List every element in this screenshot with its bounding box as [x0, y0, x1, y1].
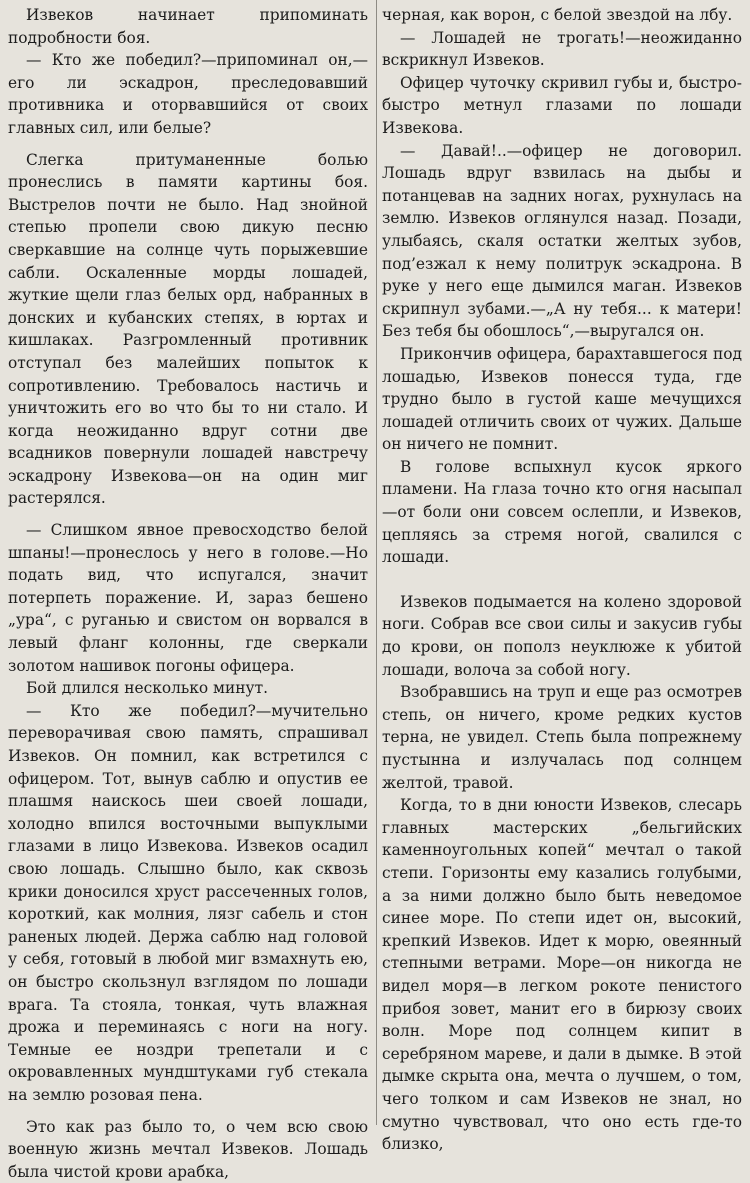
- right-column: [382, 4, 742, 1125]
- paragraph: Прикончив офицера, барахтавшегося под лошадью, Извеков понесся туда, где трудно было в густой каше мечущихся лошадей отличить своих от чужих. Дальше он ничего не помнит.: [382, 343, 742, 456]
- paragraph: Извеков подымается на колено здоровой ноги. Собрав все свои силы и закусив губы до крови, он пополз неуклюже к убитой лошади, волоча за собой ногу.: [382, 591, 742, 681]
- left-column: [8, 4, 368, 1125]
- paragraph: — Давай!..—офицер не договорил. Лошадь вдруг взвилась на дыбы и потанцевав на задних ногах, рухнулась на землю. Извеков оглянулся назад. Позади, улыбаясь, скаля остатки желтых зубов, под’езжал к нему политрук эскадрона. В руке у него еще дымился маган. Извеков скрипнул зубами.—„А ну тебя... к матери! Без тебя бы обошлось“,—выругался он.: [382, 140, 742, 343]
- paragraph: — Слишком явное превосходство белой шпаны!—пронеслось у него в голове.—Но подать вид, что испугался, значит потерпеть поражение. И, зараз бешено „ура“, с руганью и свистом он ворвался в левый фланг колонны, где сверкали золотом нашивок погоны офицера.: [8, 519, 368, 677]
- paragraph: Взобравшись на труп и еще раз осмотрев степь, он ничего, кроме редких кустов терна, не увидел. Степь была попрежнему пустынна и излучалась под солнцем желтой, травой.: [382, 681, 742, 794]
- paragraph: Когда, то в дни юности Извеков, слесарь главных мастерских „бельгийских каменноугольных копей“ мечтал о такой степи. Горизонты ему казались голубыми, а за ними должно было быть неведомое синее море. По степи идет он, высокий, крепкий Извеков. Идет к морю, овеянный степными ветрами. Море—он никогда не видел моря—в легком рокоте пенистого прибоя зовет, манит его в бирюзу своих волн. Море под солнцем кипит в серебряном мареве, и дали в дымке. В этой дымке скрыта она, мечта о лучшем, о том, чего толком и сам Извеков не знал, но смутно чувствовал, что оно есть где-то близко,: [382, 794, 742, 1156]
- paragraph: В голове вспыхнул кусок яркого пламени. На глаза точно кто огня насыпал—от боли они совсем ослепли, и Извеков, цепляясь за стремя ногой, свалился с лошади.: [382, 456, 742, 569]
- paragraph: — Лошадей не трогать!—неожиданно вскрикнул Извеков.: [382, 27, 742, 72]
- column-divider: [376, 0, 377, 1125]
- paragraph: Бой длился несколько минут.: [8, 677, 368, 700]
- paragraph: — Кто же победил?—мучительно переворачивая свою память, спрашивал Извеков. Он помнил, как встретился с офицером. Тот, вынув саблю и опустив ее плашмя наискось шеи своей лошади, холодно впился восточными выпуклыми глазами в лицо Извекова. Извеков осадил свою лошадь. Слышно было, как сквозь крики доносился хруст рассеченных голов, короткий, как молния, лязг сабель и стон раненых людей. Держа саблю над головой у себя, готовый в любой миг взмахнуть ею, он быстро скользнул взглядом по лошади врага. Та стояла, тонкая, чуть влажная дрожа и переминаясь с ноги на ногу. Темные ее ноздри трепетали и с окровавленных мундштуками губ стекала на землю розовая пена.: [8, 700, 368, 1107]
- paragraph: Офицер чуточку скривил губы и, быстро-быстро метнул глазами по лошади Извекова.: [382, 72, 742, 140]
- paragraph: черная, как ворон, с белой звездой на лбу.: [382, 4, 742, 27]
- paragraph: — Кто же победил?—припоминал он,—его ли эскадрон, преследовавший противника и оторвавшийся от своих главных сил, или белые?: [8, 49, 368, 139]
- paragraph: Извеков начинает припоминать подробности боя.: [8, 4, 368, 49]
- paragraph: Это как раз было то, о чем всю свою военную жизнь мечтал Извеков. Лошадь была чистой крови арабка,: [8, 1116, 368, 1183]
- paragraph: Слегка притуманенные болью пронеслись в памяти картины боя. Выстрелов почти не было. Над знойной степью пропели свою дикую песню сверкавшие на солнце чуть порыжевшие сабли. Оскаленные морды лошадей, жуткие щели глаз белых орд, набранных в донских и кубанских степях, в юртах и кишлаках. Разгромленный противник отступал без малейших попыток к сопротивлению. Требовалось настичь и уничтожить его во что бы то ни стало. И когда неожиданно вдруг сотни две всадников повернули лошадей навстречу эскадрону Извекова—он на один миг растерялся.: [8, 149, 368, 511]
